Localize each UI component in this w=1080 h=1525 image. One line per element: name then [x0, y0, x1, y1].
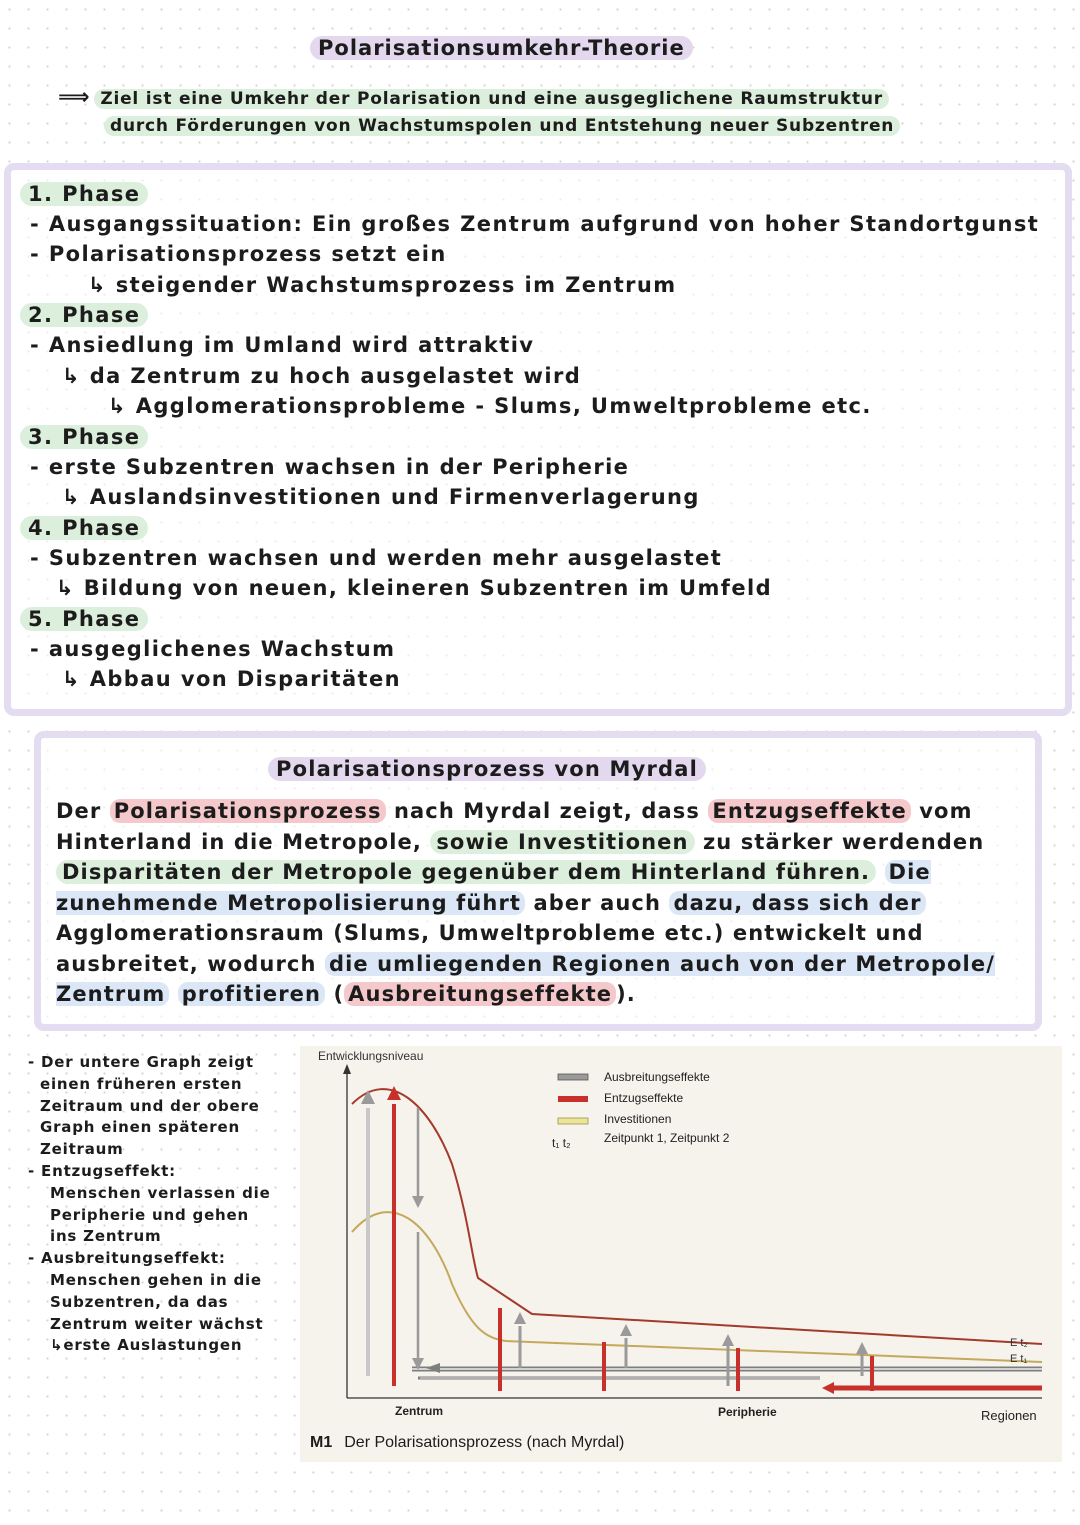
note-line: - Ausbreitungseffekt: — [28, 1249, 226, 1268]
phase-3-title: 3. Phase — [20, 425, 148, 449]
side-notes — [28, 1052, 290, 1357]
legend-ausbreitung: Ausbreitungseffekte — [604, 1070, 710, 1084]
hl-investitionen: sowie Investitionen — [430, 830, 694, 854]
note-line: einen früheren ersten — [40, 1074, 243, 1093]
hl-polarisationsprozess: Polarisationsprozess — [110, 799, 386, 823]
hl-profitieren: profitieren — [178, 982, 325, 1006]
phase-1-line-b: - Polarisationsprozess setzt ein — [30, 242, 447, 266]
note-line: Subzentren, da das — [50, 1292, 229, 1311]
grey-up-arrow-icon — [361, 1090, 375, 1104]
legend-time-symbols: t₁ t₂ — [552, 1136, 571, 1150]
caption-id: M1 — [310, 1434, 333, 1451]
grey-up-arrow-icon — [722, 1334, 734, 1346]
myrdal-paragraph: Der Polarisationsprozess nach Myrdal zeigt, dass Entzugseffekte vom Hinterland in die Metropole, sowie Investitionen zu stärker werdenden Disparitäten der Metropole gegenüber dem Hinterland führen. Die zunehmende Metropolisierung führt aber auch dazu, dass sich der Agglomerationsraum (Slums, Umweltprobleme etc.) entwickelt und ausbreitet, wodurch die umliegenden Regionen auch von der Metropole/ Zentrum profitieren ( Ausbreitungseffekte ). — [56, 799, 995, 1006]
label-et1: E t₁ — [1010, 1353, 1028, 1365]
goal-line-2: durch Förderungen von Wachstumspolen und Entstehung neuer Subzentren — [104, 116, 900, 136]
note-line: Menschen verlassen die — [50, 1183, 271, 1202]
note-line: Zeitraum — [40, 1140, 124, 1159]
phase-3-line-b: ↳ Auslandsinvestitionen und Firmenverlagerung — [62, 485, 700, 509]
phase-1-line-c: ↳ steigender Wachstumsprozess im Zentrum — [88, 273, 677, 297]
note-line: Graph einen späteren — [40, 1118, 240, 1137]
page-title-text: Polarisationsumkehr-Theorie — [310, 36, 693, 60]
phase-2-line-a: - Ansiedlung im Umland wird attraktiv — [30, 333, 535, 357]
hl-dazu: dazu, dass sich der — [669, 891, 925, 915]
curve-t2 — [352, 1089, 1042, 1344]
hl-metropolisierung: Die zunehmende Metropolisierung führt — [56, 860, 931, 915]
label-et2: E t₂ — [1010, 1337, 1028, 1349]
grey-up-arrow-icon — [856, 1342, 868, 1354]
legend-swatch-ausbreitung — [558, 1074, 588, 1080]
phase-1-line-a: - Ausgangssituation: Ein großes Zentrum aufgrund von hoher Standortgunst — [30, 212, 1040, 236]
legend-entzug: Entzugseffekte — [604, 1091, 684, 1105]
legend-time: Zeitpunkt 1, Zeitpunkt 2 — [604, 1131, 730, 1145]
entzug-arrow-icon — [822, 1382, 834, 1394]
curve-t1 — [352, 1212, 1042, 1362]
hl-entzugseffekte: Entzugseffekte — [708, 799, 910, 823]
hl-ausbreitungseffekte: Ausbreitungseffekte — [344, 982, 616, 1006]
phase-4-title: 4. Phase — [20, 516, 148, 540]
grey-up-arrow-icon — [620, 1324, 632, 1336]
phase-2-line-c: ↳ Agglomerationsprobleme - Slums, Umweltprobleme etc. — [108, 394, 872, 418]
phase-2-line-b: ↳ da Zentrum zu hoch ausgelastet wird — [62, 364, 582, 388]
page-title — [310, 36, 693, 60]
myrdal-title: Polarisationsprozess von Myrdal — [268, 757, 706, 781]
phase-5-line-a: - ausgeglichenes Wachstum — [30, 637, 396, 661]
note-line: ins Zentrum — [50, 1227, 162, 1246]
note-line: - Entzugseffekt: — [28, 1161, 176, 1180]
phase-5-line-b: ↳ Abbau von Disparitäten — [62, 667, 401, 691]
phase-4-line-b: ↳ Bildung von neuen, kleineren Subzentren im Umfeld — [56, 576, 773, 600]
phase-4-line-a: - Subzentren wachsen und werden mehr ausgelastet — [30, 546, 723, 570]
note-line: Menschen gehen in die — [50, 1270, 262, 1289]
grey-up-arrow-icon — [514, 1312, 526, 1324]
goal-line-1: Ziel ist eine Umkehr der Polarisation und eine ausgeglichene Raumstruktur — [94, 89, 889, 109]
phase-5-title: 5. Phase — [20, 607, 148, 631]
caption-text: Der Polarisationsprozess (nach Myrdal) — [344, 1434, 625, 1451]
note-line: Peripherie und gehen — [50, 1205, 249, 1224]
hl-umliegende-regionen: die umliegenden Regionen auch von der Metropole/ Zentrum — [56, 951, 995, 1006]
x-label-regionen: Regionen — [981, 1408, 1037, 1423]
note-line: - Der untere Graph zeigt — [28, 1053, 254, 1071]
phase-3-line-a: - erste Subzentren wachsen in der Peripherie — [30, 455, 630, 479]
y-axis-label: Entwicklungsniveau — [318, 1049, 424, 1063]
grey-down-arrow-icon — [412, 1196, 424, 1208]
legend-swatch-invest — [558, 1118, 588, 1124]
x-label-peripherie: Peripherie — [718, 1405, 777, 1419]
myrdal-diagram — [300, 1046, 1062, 1462]
y-axis-arrow-icon — [343, 1064, 351, 1074]
figure-caption — [310, 1434, 624, 1452]
legend-swatch-entzug — [558, 1096, 588, 1102]
goal-statement — [58, 84, 900, 140]
double-arrow-icon: ⟹ — [58, 85, 91, 110]
note-line: Zentrum weiter wächst — [50, 1314, 264, 1333]
legend-invest: Investitionen — [604, 1112, 672, 1126]
note-line: ↳erste Auslastungen — [50, 1336, 243, 1355]
x-label-zentrum: Zentrum — [395, 1404, 443, 1418]
phase-1-title: 1. Phase — [20, 182, 148, 206]
phase-2-title: 2. Phase — [20, 303, 148, 327]
note-line: Zeitraum und der obere — [40, 1096, 260, 1115]
hl-disparitaeten: Disparitäten der Metropole gegenüber dem Hinterland führen. — [56, 860, 876, 884]
myrdal-figure — [300, 1046, 1062, 1462]
